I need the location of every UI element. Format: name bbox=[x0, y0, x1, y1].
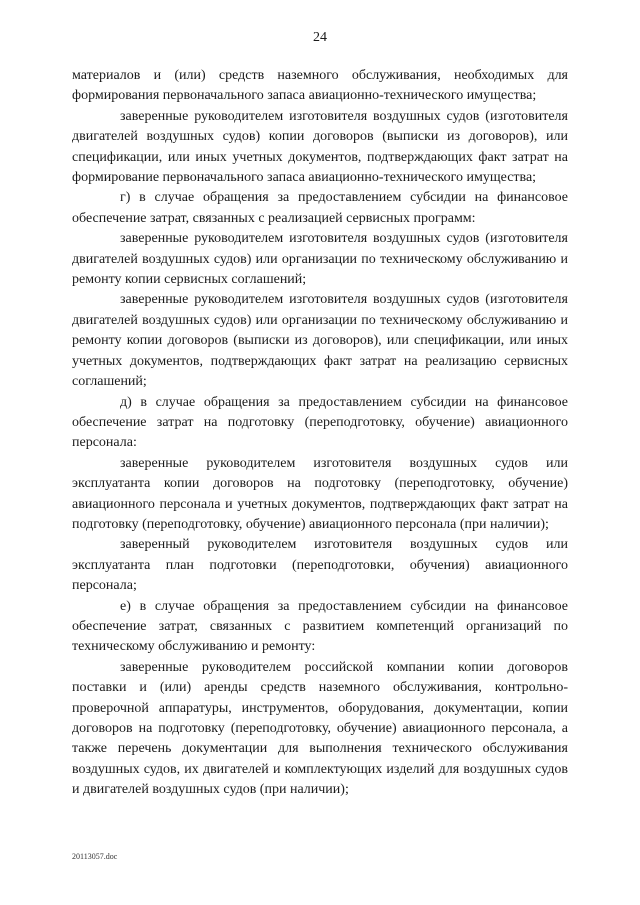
paragraph-continuation: материалов и (или) средств наземного обслуживания, необходимых для формирования первоначального запаса авиационно-технического имущества; bbox=[72, 68, 568, 104]
page-number: 24 bbox=[313, 30, 327, 45]
paragraph-item-g: г) в случае обращения за предоставлением субсидии на финансовое обеспечение затрат, связанных с реализацией сервисных программ: bbox=[72, 190, 568, 226]
paragraph: заверенные руководителем изготовителя воздушных судов (изготовителя двигателей воздушных судов) или организации по техническому обслуживанию и ремонту копии договоров (выписки из договоров), или спецификации, или иных учетных документов, подтверждающих факт затрат на реализацию сервисных соглашений; bbox=[72, 292, 568, 390]
paragraph: заверенные руководителем изготовителя воздушных судов или эксплуатанта копии договоров на подготовку (переподготовку, обучение) авиационного персонала и учетных документов, подтверждающих факт затрат на подготовку (переподготовку, обучение) авиационного персонала (при наличии); bbox=[72, 455, 568, 532]
paragraph: заверенный руководителем изготовителя воздушных судов или эксплуатанта план подготовки (переподготовки, обучения) авиационного персонала; bbox=[72, 537, 568, 594]
paragraph: заверенные руководителем изготовителя воздушных судов (изготовителя двигателей воздушных судов) или организации по техническому обслуживанию и ремонту копии сервисных соглашений; bbox=[72, 231, 568, 288]
paragraph: заверенные руководителем российской компании копии договоров поставки и (или) аренды средств наземного обслуживания, контрольно-проверочной аппаратуры, инструментов, оборудования, документации, копии договоров на подготовку (переподготовку, обучение) авиационного персонала, а также перечень документации для выполнения технического обслуживания воздушных судов, их двигателей и комплектующих изделий для воздушных судов и двигателей воздушных судов (при наличии); bbox=[72, 659, 568, 798]
paragraph: заверенные руководителем изготовителя воздушных судов (изготовителя двигателей воздушных судов) копии договоров (выписки из договоров), или спецификации, или иных учетных документов, подтверждающих факт затрат на формирование первоначального запаса авиационно-технического имущества; bbox=[72, 108, 568, 186]
paragraph-item-e: е) в случае обращения за предоставлением субсидии на финансовое обеспечение затрат, связанных с развитием компетенций организаций по техническому обслуживанию и ремонту: bbox=[72, 598, 568, 655]
document-body bbox=[72, 66, 568, 801]
paragraph-item-d: д) в случае обращения за предоставлением субсидии на финансовое обеспечение затрат на подготовку (переподготовку, обучение) авиационного персонала: bbox=[72, 394, 568, 451]
file-name-footer: 20113057.doc bbox=[72, 852, 118, 861]
